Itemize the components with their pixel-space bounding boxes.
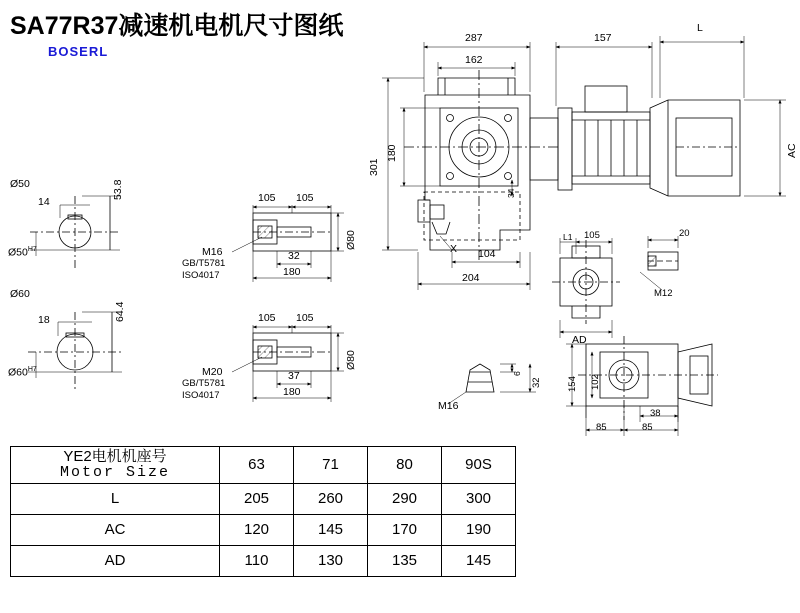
brand-logo: BOSERL [48, 44, 109, 59]
table-row [11, 514, 516, 545]
table-row [11, 545, 516, 576]
label-base-85b: 85 [642, 422, 653, 433]
label-d60: Ø60 [10, 288, 30, 300]
label-L: L [697, 22, 703, 34]
label-bolt-m20: M20 [202, 366, 223, 378]
label-flange-bottom-a: 105 [258, 312, 276, 324]
table-header-value: 90S [442, 447, 516, 484]
table-header-row [11, 447, 516, 484]
label-cone-6: 6 [512, 371, 522, 376]
table-cell: 260 [294, 483, 368, 514]
label-AC: AC [786, 143, 798, 158]
detail-base-view [566, 336, 718, 436]
label-bolt-m16: M16 [202, 246, 223, 258]
table-header-label [11, 447, 220, 484]
label-detail-20: 20 [679, 228, 690, 239]
label-34: 34 [506, 188, 516, 198]
label-std-gbt5781-top: GB/T5781 [182, 258, 226, 269]
label-key60-height: 64.4 [114, 301, 126, 322]
detail-bolt-m12 [640, 236, 678, 290]
table-cell: 145 [294, 514, 368, 545]
detail-m16-cone [448, 364, 536, 404]
label-std-iso4017-bottom: ISO4017 [182, 390, 220, 401]
header-label-cn: YE2电机机座号 [63, 448, 167, 465]
table-header-value: 80 [368, 447, 442, 484]
dimension-ac [744, 100, 786, 196]
label-flange-top-a: 105 [258, 192, 276, 204]
label-bolt-m16-cone: M16 [438, 400, 459, 412]
table-cell: 130 [294, 545, 368, 576]
label-dia-80-bottom: Ø80 [345, 350, 357, 370]
table-header-value: 71 [294, 447, 368, 484]
table-cell: 110 [220, 545, 294, 576]
label-d50: Ø50 [10, 178, 30, 190]
label-std-iso4017-top: ISO4017 [182, 270, 220, 281]
label-len-180-top: 180 [283, 266, 301, 278]
main-dimensions-left [382, 78, 512, 250]
table-row [11, 483, 516, 514]
table-header-value: 63 [220, 447, 294, 484]
label-d50h7: $Ø50^{H7}$ [8, 246, 37, 259]
label-bolt-m12: M12 [654, 288, 673, 299]
label-cone-32: 32 [531, 377, 542, 388]
table-cell: 190 [442, 514, 516, 545]
label-key50-height: 53.8 [112, 179, 124, 200]
label-X: X [450, 243, 458, 255]
detail-view-ad [552, 238, 620, 338]
table-row-label: AC [11, 514, 220, 545]
label-287: 287 [465, 32, 483, 44]
label-162: 162 [465, 54, 483, 66]
label-len-37: 37 [288, 370, 300, 382]
label-base-85a: 85 [596, 422, 607, 433]
label-std-gbt5781-bottom: GB/T5781 [182, 378, 226, 389]
label-204: 204 [462, 272, 480, 284]
label-flange-bottom-b: 105 [296, 312, 314, 324]
label-key60-width: 18 [38, 314, 50, 326]
label-key50-width: 14 [38, 196, 50, 208]
table-cell: 170 [368, 514, 442, 545]
table-cell: 120 [220, 514, 294, 545]
table-row-label: L [11, 483, 220, 514]
main-dimensions-top [424, 36, 744, 106]
table-cell: 205 [220, 483, 294, 514]
label-len-180-bottom: 180 [283, 386, 301, 398]
label-len-32: 32 [288, 250, 300, 262]
label-dia-80-top: Ø80 [345, 230, 357, 250]
label-base-38: 38 [650, 408, 661, 419]
table-cell: 135 [368, 545, 442, 576]
table-row-label: AD [11, 545, 220, 576]
label-104: 104 [478, 248, 496, 260]
header-label-en: Motor Size [59, 463, 170, 481]
label-AD: AD [572, 334, 587, 346]
motor-size-table [10, 446, 516, 577]
label-base-154: 154 [567, 376, 578, 392]
label-base-102: 102 [590, 374, 601, 390]
label-301: 301 [368, 158, 380, 176]
label-157: 157 [594, 32, 612, 44]
table-cell: 145 [442, 545, 516, 576]
label-L1: L1 [563, 232, 573, 242]
label-flange-top-b: 105 [296, 192, 314, 204]
table-cell: 300 [442, 483, 516, 514]
label-180: 180 [386, 144, 398, 162]
label-detail-105: 105 [584, 230, 600, 241]
page-title: SA77R37减速机电机尺寸图纸 [10, 12, 344, 40]
table-cell: 290 [368, 483, 442, 514]
label-d60h7: $Ø60^{H7}$ [8, 366, 37, 379]
